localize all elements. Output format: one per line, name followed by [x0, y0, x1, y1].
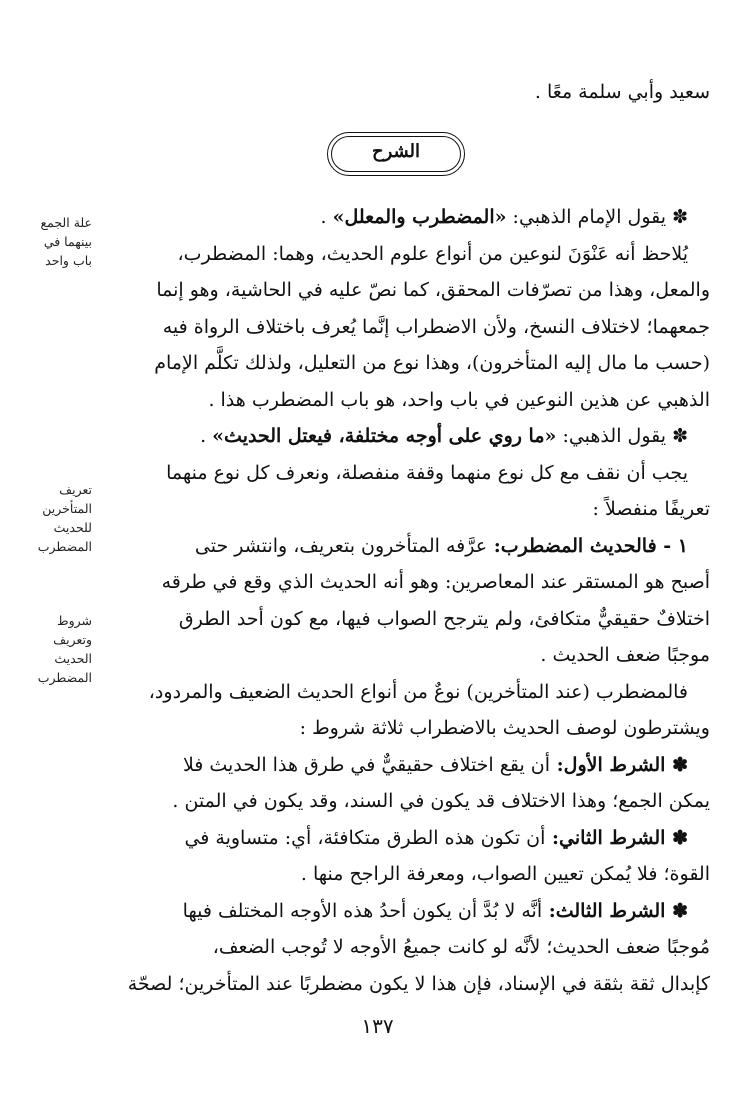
paragraph-quote-2: ✽ يقول الذهبي: «ما روي على أوجه مختلفة، فيعتل الحديث» . — [200, 425, 688, 447]
paragraph-explanation: يُلاحظ أنه عَنْوَنَ لنوعين من أنواع علوم الحديث، وهما: المضطرب، والمعل، وهذا من تصرّفات المحقق، كما نصّ عليه في الحاشية، وهو إنما جمعهما؛ لاختلاف النسخ، ولأن الاضطراب إنَّما يُعرف باختلاف الرواة فيه (حسب ما مال إليه المتأخرون)، وهذا نوع من التعليل، ولذلك تكلَّم الإمام الذهبي عن هذين النوعين في باب واحد، هو باب المضطرب هذا . — [154, 242, 710, 411]
section-heading-box — [327, 132, 465, 176]
paragraph-definition: ١ - فالحديث المضطرب: عرَّفه المتأخرون بتعريف، وانتشر حتى أصبح هو المستقر عند المعاصرين: وهو أنه الحديث الذي وقع في طرقه اختلافٌ حقيقيٌّ متكافئ، ولم يترجح الصواب فيها، مع كون أحد الطرق موجبًا ضعف الحديث . — [161, 534, 710, 666]
page-number: ١٣٧ — [361, 1014, 394, 1038]
paragraph-condition-3: ✽ الشرط الثالث: أنَّه لا بُدَّ أن يكون أحدُ هذه الأوجه المختلف فيها مُوجبًا ضعف الحديث؛ لأنَّه لو كانت جميعُ الأوجه لا تُوجب الضعف، كإبدال ثقة بثقة في الإسناد، فإن هذا لا يكون مضطربًا عند المتأخرين؛ لصحّة — [127, 899, 710, 995]
side-note-3: شروط وتعريف الحديث المضطرب — [37, 613, 92, 685]
side-note-1: علة الجمع بينهما في باب واحد — [40, 215, 92, 268]
paragraph-quote-1: ✽ يقول الإمام الذهبي: «المضطرب والمعلل» . — [320, 206, 688, 228]
paragraph-conditions-intro: فالمضطرب (عند المتأخرين) نوعٌ من أنواع الحديث الضعيف والمردود، ويشترطون لوصف الحديث بالاضطراب ثلاثة شروط : — [148, 680, 710, 739]
paragraph-intro: يجب أن نقف مع كل نوع منهما وقفة منفصلة، ونعرف كل نوع منهما تعريفًا منفصلاً : — [166, 461, 710, 520]
side-note-2: تعريف المتأخرين للحديث المضطرب — [37, 482, 92, 554]
paragraph-condition-1: ✽ الشرط الأول: أن يقع اختلاف حقيقيٌّ في طرق هذا الحديث فلا يمكن الجمع؛ وهذا الاختلاف قد يكون في السند، وقد يكون في المتن . — [172, 753, 710, 812]
top-line: سعيد وأبي سلمة معًا . — [534, 81, 710, 103]
body-text — [100, 199, 710, 1002]
paragraph-condition-2: ✽ الشرط الثاني: أن تكون هذه الطرق متكافئة، أي: متساوية في القوة؛ فلا يُمكن تعيين الصواب، ومعرفة الراجح منها . — [184, 826, 710, 885]
section-heading: الشرح — [371, 141, 421, 162]
